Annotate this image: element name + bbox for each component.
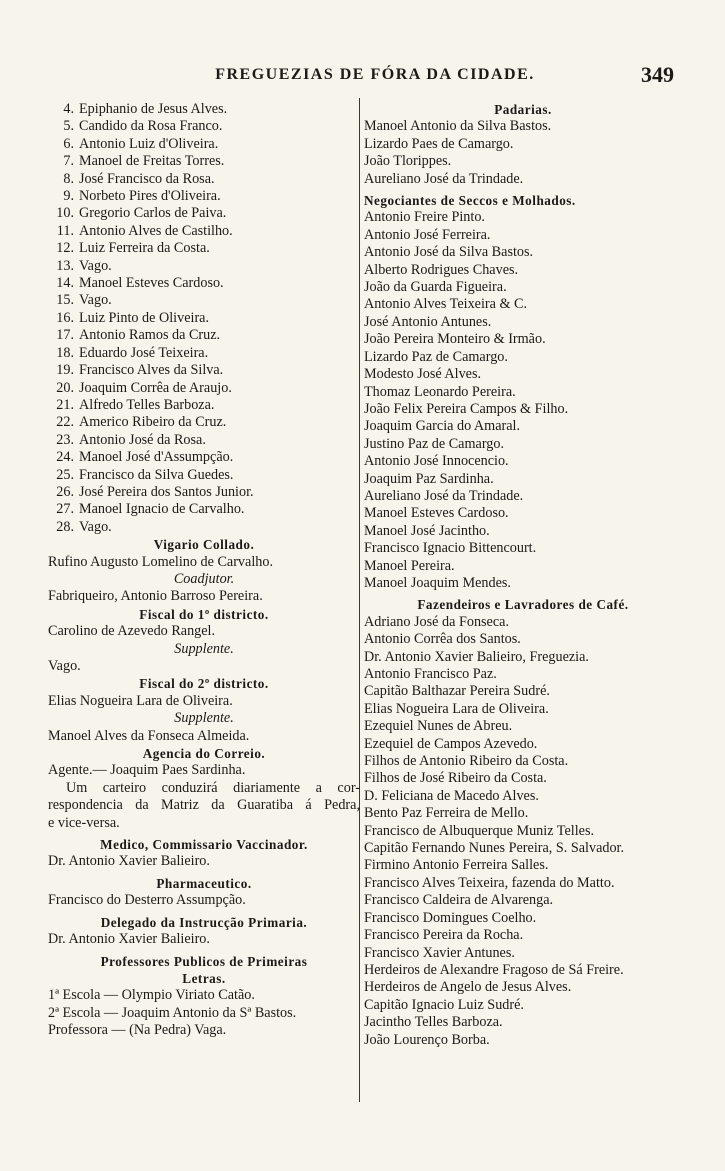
entry-number: 9.	[63, 188, 74, 205]
padaria-entry: Lizardo Paes de Camargo.	[364, 135, 514, 152]
numbered-entry	[48, 519, 360, 536]
fazendeiro-entry: Francisco Alves Teixeira, fazenda do Matto.	[364, 874, 615, 891]
entry-number: 17.	[56, 327, 74, 344]
entry-name: Antonio José da Rosa.	[79, 431, 206, 448]
fazendeiro-entry: Francisco Xavier Antunes.	[364, 944, 515, 961]
fazendeiro-entry: Capitão Balthazar Pereira Sudré.	[364, 683, 550, 700]
negociante-entry: Antonio José Innocencio.	[364, 453, 509, 470]
fazendeiro-entry: Jacintho Telles Barboza.	[364, 1014, 503, 1031]
negociante-entry: Aureliano José da Trindade.	[364, 487, 524, 504]
supplente1-heading: Supplente.	[174, 640, 234, 657]
entry-number: 24.	[56, 449, 74, 466]
medico-name: Dr. Antonio Xavier Balieiro.	[48, 853, 210, 870]
entry-number: 16.	[56, 309, 74, 326]
negociante-entry: Thomaz Leonardo Pereira.	[364, 383, 516, 400]
fazendeiros-heading: Fazendeiros e Lavradores de Café.	[417, 597, 629, 613]
entry-number: 22.	[56, 414, 74, 431]
numbered-entry	[48, 258, 360, 275]
fiscal2-name: Elias Nogueira Lara de Oliveira.	[48, 692, 233, 709]
entry-name: Antonio Luiz d'Oliveira.	[79, 135, 219, 152]
negociante-entry: Manoel Joaquim Mendes.	[364, 574, 511, 591]
fazendeiro-entry: Ezequiel de Campos Azevedo.	[364, 735, 538, 752]
negociante-entry: João Felix Pereira Campos & Filho.	[364, 400, 569, 417]
fazendeiro-entry: Antonio Corrêa dos Santos.	[364, 631, 521, 648]
page-header	[140, 62, 700, 92]
negociante-entry: Joaquim Paz Sardinha.	[364, 470, 494, 487]
entry-number: 5.	[63, 118, 74, 135]
numbered-entry	[48, 101, 360, 118]
medico-heading: Medico, Commissario Vaccinador.	[100, 837, 308, 853]
entry-name: Vago.	[79, 518, 112, 535]
negociante-entry: Lizardo Paz de Camargo.	[364, 348, 508, 365]
negociante-entry: Modesto José Alves.	[364, 366, 482, 383]
numbered-entry	[48, 380, 360, 397]
numbered-entry	[48, 188, 360, 205]
fazendeiro-entry: Bento Paz Ferreira de Mello.	[364, 805, 529, 822]
professores-heading-line-2: Letras.	[182, 970, 226, 986]
fazendeiro-entry: Ezequiel Nunes de Abreu.	[364, 718, 513, 735]
entry-number: 20.	[56, 379, 74, 396]
padarias-heading: Padarias.	[494, 102, 552, 117]
entry-name: Antonio Ramos da Cruz.	[79, 327, 221, 344]
entry-number: 21.	[56, 396, 74, 413]
numbered-entry	[48, 432, 360, 449]
supplente2-name: Manoel Alves da Fonseca Almeida.	[48, 727, 250, 744]
negociante-entry: Justino Paz de Camargo.	[364, 435, 505, 452]
padaria-entry: Aureliano José da Trindade.	[364, 170, 524, 187]
fazendeiro-entry: Capitão Fernando Nunes Pereira, S. Salvador.	[364, 840, 625, 857]
entry-name: Vago.	[79, 257, 112, 274]
numbered-entry	[48, 275, 360, 292]
padaria-entry: João Tlorippes.	[364, 153, 452, 170]
numbered-entry	[48, 223, 360, 240]
correio-note-line-3: e vice-versa.	[48, 814, 120, 831]
entry-name: Manoel Esteves Cardoso.	[79, 275, 224, 292]
entry-number: 15.	[56, 292, 74, 309]
delegado-heading: Delegado da Instrucção Primaria.	[100, 914, 308, 930]
fiscal2-heading: Fiscal do 2º districto.	[139, 676, 269, 692]
numbered-entry	[48, 362, 360, 379]
negociante-entry: Manoel Esteves Cardoso.	[364, 505, 509, 522]
left-column	[48, 101, 360, 1040]
numbered-entry	[48, 414, 360, 431]
entry-number: 8.	[63, 170, 74, 187]
professores-heading-line-1: Professores Publicos de Primeiras	[100, 953, 308, 969]
entry-name: Epiphanio de Jesus Alves.	[79, 101, 228, 117]
entry-name: Luiz Ferreira da Costa.	[79, 240, 210, 257]
numbered-entry	[48, 501, 360, 518]
fazendeiro-entry: Antonio Francisco Paz.	[364, 666, 497, 682]
entry-number: 12.	[56, 240, 74, 257]
negociante-entry: Antonio José Ferreira.	[364, 226, 491, 243]
right-column	[364, 101, 682, 1049]
pharma-name: Francisco do Desterro Assumpção.	[48, 892, 246, 909]
entry-number: 19.	[56, 362, 74, 379]
correio-agente: Agente.— Joaquim Paes Sardinha.	[48, 762, 246, 779]
numbered-entry	[48, 292, 360, 309]
fazendeiro-entry: Elias Nogueira Lara de Oliveira.	[364, 700, 549, 717]
correio-heading: Agencia do Correio.	[142, 746, 266, 762]
negociante-entry: José Antonio Antunes.	[364, 313, 492, 330]
numbered-entry	[48, 205, 360, 222]
fazendeiro-entry: Capitão Ignacio Luiz Sudré.	[364, 996, 524, 1013]
numbered-entry	[48, 397, 360, 414]
entry-number: 27.	[56, 501, 74, 518]
fazendeiro-entry: Filhos de José Ribeiro da Costa.	[364, 770, 547, 787]
numbered-entry	[48, 310, 360, 327]
escola-1: 1ª Escola — Olympio Viriato Catão.	[48, 987, 255, 1004]
fazendeiro-entry: Francisco Pereira da Rocha.	[364, 927, 524, 944]
entry-name: Norbeto Pires d'Oliveira.	[79, 188, 221, 205]
fazendeiro-entry: João Lourenço Borba.	[364, 1031, 490, 1048]
supplente2-heading: Supplente.	[174, 710, 234, 727]
entry-number: 7.	[63, 153, 74, 170]
entry-number: 18.	[56, 344, 74, 361]
negociantes-heading: Negociantes de Seccos e Molhados.	[364, 193, 576, 209]
fazendeiro-entry: Firmino Antonio Ferreira Salles.	[364, 857, 549, 874]
correio-note-line-1: Um carteiro conduzirá diariamente a cor-	[66, 779, 360, 796]
entry-number: 14.	[56, 275, 74, 292]
delegado-name: Dr. Antonio Xavier Balieiro.	[48, 931, 210, 948]
fiscal1-heading: Fiscal do 1º districto.	[139, 606, 269, 622]
numbered-list	[48, 101, 360, 536]
negociante-entry: Joaquim Garcia do Amaral.	[364, 418, 521, 435]
negociante-entry: Alberto Rodrigues Chaves.	[364, 261, 519, 278]
fazendeiro-entry: Dr. Antonio Xavier Balieiro, Freguezia.	[364, 648, 589, 665]
negociante-entry: Antonio Freire Pinto.	[364, 209, 485, 226]
entry-name: José Pereira dos Santos Junior.	[79, 483, 254, 500]
entry-number: 26.	[56, 483, 74, 500]
entry-name: Vago.	[79, 292, 112, 309]
entry-name: Manoel Ignacio de Carvalho.	[79, 501, 245, 518]
numbered-entry	[48, 240, 360, 257]
numbered-entry	[48, 136, 360, 153]
pharma-heading: Pharmaceutico.	[156, 875, 252, 891]
negociante-entry: Francisco Ignacio Bittencourt.	[364, 540, 537, 557]
entry-name: Manoel José d'Assumpção.	[79, 449, 234, 466]
entry-number: 10.	[56, 205, 74, 222]
page-number: 349	[641, 62, 674, 87]
entry-number: 13.	[56, 257, 74, 274]
negociante-entry: João Pereira Monteiro & Irmão.	[364, 331, 546, 348]
entry-number: 4.	[63, 101, 74, 117]
entry-number: 23.	[56, 431, 74, 448]
numbered-entry	[48, 118, 360, 135]
numbered-entry	[48, 467, 360, 484]
fazendeiro-entry: Francisco Domingues Coelho.	[364, 909, 537, 926]
entry-number: 25.	[56, 466, 74, 483]
negociante-entry: João da Guarda Figueira.	[364, 279, 507, 296]
negociante-entry: Antonio José da Silva Bastos.	[364, 244, 534, 261]
numbered-entry	[48, 449, 360, 466]
negociante-entry: Manoel José Jacintho.	[364, 522, 490, 539]
fazendeiro-entry: D. Feliciana de Macedo Alves.	[364, 787, 539, 804]
entry-name: José Francisco da Rosa.	[79, 170, 215, 187]
fazendeiro-entry: Francisco de Albuquerque Muniz Telles.	[364, 822, 595, 839]
entry-name: Gregorio Carlos de Paiva.	[79, 205, 227, 222]
entry-number: 28.	[56, 518, 74, 535]
numbered-entry	[48, 153, 360, 170]
professora: Professora — (Na Pedra) Vaga.	[48, 1022, 227, 1039]
padaria-entry: Manoel Antonio da Silva Bastos.	[364, 118, 552, 135]
negociantes-list	[364, 209, 682, 592]
fazendeiros-list	[364, 614, 682, 1049]
fazendeiro-entry: Herdeiros de Alexandre Fragoso de Sá Freire.	[364, 961, 624, 978]
entry-name: Antonio Alves de Castilho.	[79, 222, 233, 239]
entry-name: Candido da Rosa Franco.	[79, 118, 223, 135]
vigario-heading: Vigario Collado.	[153, 537, 255, 553]
entry-name: Luiz Pinto de Oliveira.	[79, 309, 210, 326]
entry-name: Alfredo Telles Barboza.	[79, 396, 215, 413]
fazendeiro-entry: Filhos de Antonio Ribeiro da Costa.	[364, 753, 569, 770]
numbered-entry	[48, 171, 360, 188]
supplente1-name: Vago.	[48, 658, 81, 674]
negociante-entry: Antonio Alves Teixeira & C.	[364, 296, 528, 313]
fazendeiro-entry: Francisco Caldeira de Alvarenga.	[364, 892, 554, 909]
padarias-list	[364, 118, 682, 188]
fazendeiro-entry: Herdeiros de Angelo de Jesus Alves.	[364, 979, 572, 996]
numbered-entry	[48, 327, 360, 344]
correio-note-line-2: respondencia da Matriz da Guaratiba á Pedra,	[48, 797, 360, 814]
entry-name: Joaquim Corrêa de Araujo.	[79, 379, 232, 396]
numbered-entry	[48, 484, 360, 501]
running-title: FREGUEZIAS DE FÓRA DA CIDADE.	[215, 66, 535, 83]
entry-number: 11.	[56, 222, 74, 239]
fabriqueiro: Fabriqueiro, Antonio Barroso Pereira.	[48, 588, 263, 605]
entry-name: Americo Ribeiro da Cruz.	[79, 414, 227, 431]
escola-2: 2ª Escola — Joaquim Antonio da Sª Bastos.	[48, 1004, 297, 1021]
coadjutor-heading: Coadjutor.	[173, 570, 235, 587]
vigario-name: Rufino Augusto Lomelino de Carvalho.	[48, 553, 274, 570]
entry-number: 6.	[63, 135, 74, 152]
fazendeiro-entry: Adriano José da Fonseca.	[364, 613, 509, 630]
numbered-entry	[48, 345, 360, 362]
entry-name: Francisco Alves da Silva.	[79, 362, 224, 379]
fiscal1-name: Carolino de Azevedo Rangel.	[48, 623, 216, 640]
negociante-entry: Manoel Pereira.	[364, 557, 455, 574]
entry-name: Eduardo José Teixeira.	[79, 344, 209, 361]
entry-name: Manoel de Freitas Torres.	[79, 153, 225, 170]
entry-name: Francisco da Silva Guedes.	[79, 466, 234, 483]
